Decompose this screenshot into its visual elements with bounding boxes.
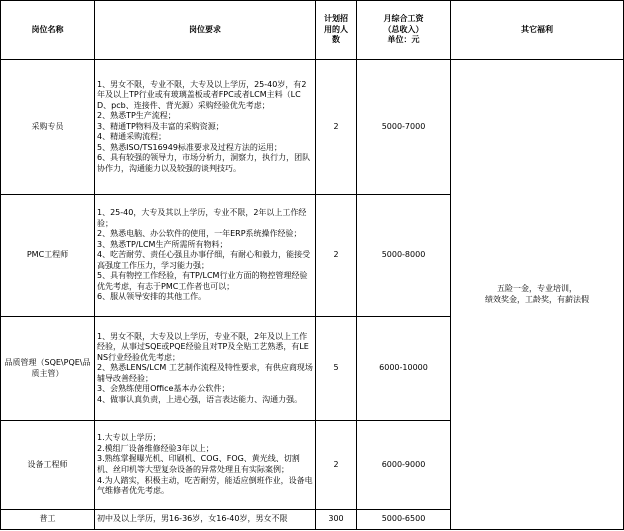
header-headcount [316,1,357,60]
requirement-item: 4、精通采购流程； [97,132,167,142]
job-salary: 5000-6500 [357,510,451,530]
header-headcount-line: 数 [332,35,340,45]
header-position: 岗位名称 [1,1,95,60]
job-position: 采购专员 [1,60,95,195]
job-headcount: 5 [316,317,357,421]
header-requirements: 岗位要求 [95,1,316,60]
header-headcount-line: 用的人 [324,24,348,34]
requirement-item: 4、吃苦耐劳、责任心强且办事仔细，有耐心和毅力，能接受高强度工作压力，学习能力强； [97,250,311,270]
requirement-item: 1、男女不限，大专及以上学历，专业不限，2年及以上工作经验，从事过SQE或PQE经验且对TP及全贴工艺熟悉，有LENS行业经验优先考虑； [97,331,309,362]
header-salary-line: 月综合工资 [383,14,424,24]
job-requirements [95,195,316,317]
requirement-item: 1、男女不限，专业不限，大专及以上学历，25-40岁，有2年及以上TP行业或有玻璃盖板或者FPC或者LCM主料（LCD、pcb、连接件、背光源）采购经验优先考虑； [97,79,307,110]
requirement-item: 3、熟悉TP/LCM生产所需所有物料； [97,239,228,249]
requirement-item: 初中及以上学历，男16-36岁，女16-40岁，男女不限 [97,514,288,524]
requirement-item: 6、具有较强的领导力，市场分析力，洞察力，执行力，团队协作力，沟通能力以及较强的谈判技巧。 [97,153,311,173]
header-benefits: 其它福利 [451,1,624,60]
header-salary-line: （总收入） [383,24,424,34]
requirement-item: 4.为人踏实，积极主动，吃苦耐劳，能适应倒班作业，设备电气维修者优先考虑。 [97,475,313,496]
job-headcount: 2 [316,195,357,317]
requirement-item: 3.熟练掌握曝光机、印刷机、COG、FOG、黄光线、切割机、丝印机等大型复杂设备的异常处理且有实际案例； [97,454,300,474]
job-position: 设备工程师 [1,421,95,510]
benefits-line: 五险一金，专业培训， [497,283,577,293]
requirement-item: 5、熟悉ISO/TS16949标准要求及过程方法的运用； [97,142,282,152]
requirement-item: 3、精通TP物料及丰富的采购资源； [97,121,224,131]
job-requirements [95,421,316,510]
job-position: PMC工程师 [1,195,95,317]
job-requirements [95,510,316,530]
table-row [1,60,624,195]
requirement-item: 2、熟悉LENS/LCM 工艺制作流程及特性要求，有供应商现场辅导改善经验； [97,363,313,383]
job-position: 普工 [1,510,95,530]
header-salary [357,1,451,60]
requirement-item: 6、服从领导安排的其他工作。 [97,292,207,302]
requirement-item: 1.大专以上学历； [97,433,161,443]
job-headcount: 2 [316,421,357,510]
job-requirements [95,60,316,195]
benefits-cell [451,60,624,530]
job-salary: 6000-10000 [357,317,451,421]
header-headcount-line: 计划招 [324,14,348,24]
job-salary: 5000-7000 [357,60,451,195]
requirement-item: 4、做事认真负责，上进心强，语言表达能力、沟通力强。 [97,394,303,404]
requirement-item: 2.模组厂设备维修经验3年以上； [97,443,214,453]
requirement-item: 2、熟悉TP生产流程； [97,111,176,121]
requirement-item: 1、25-40，大专及其以上学历，专业不限，2年以上工作经验； [97,208,307,228]
requirement-item: 3、会熟练使用Office基本办公软件； [97,384,230,394]
header-row [1,1,624,60]
job-salary: 6000-9000 [357,421,451,510]
job-headcount: 300 [316,510,357,530]
job-headcount: 2 [316,60,357,195]
job-salary: 5000-8000 [357,195,451,317]
requirement-item: 2、熟悉电脑、办公软件的使用，一年ERP系统操作经验； [97,229,302,239]
job-position: 品质管理（SQE\PQE\品质主管） [1,317,95,421]
job-requirements [95,317,316,421]
benefits-line: 绩效奖金，工龄奖，有薪法假 [485,294,589,304]
requirement-item: 5、具有物控工作经验，有TP/LCM行业方面的物控管理经验优先考虑，有志于PMC工作者也可以； [97,271,308,291]
header-salary-line: 单位：元 [387,35,420,45]
